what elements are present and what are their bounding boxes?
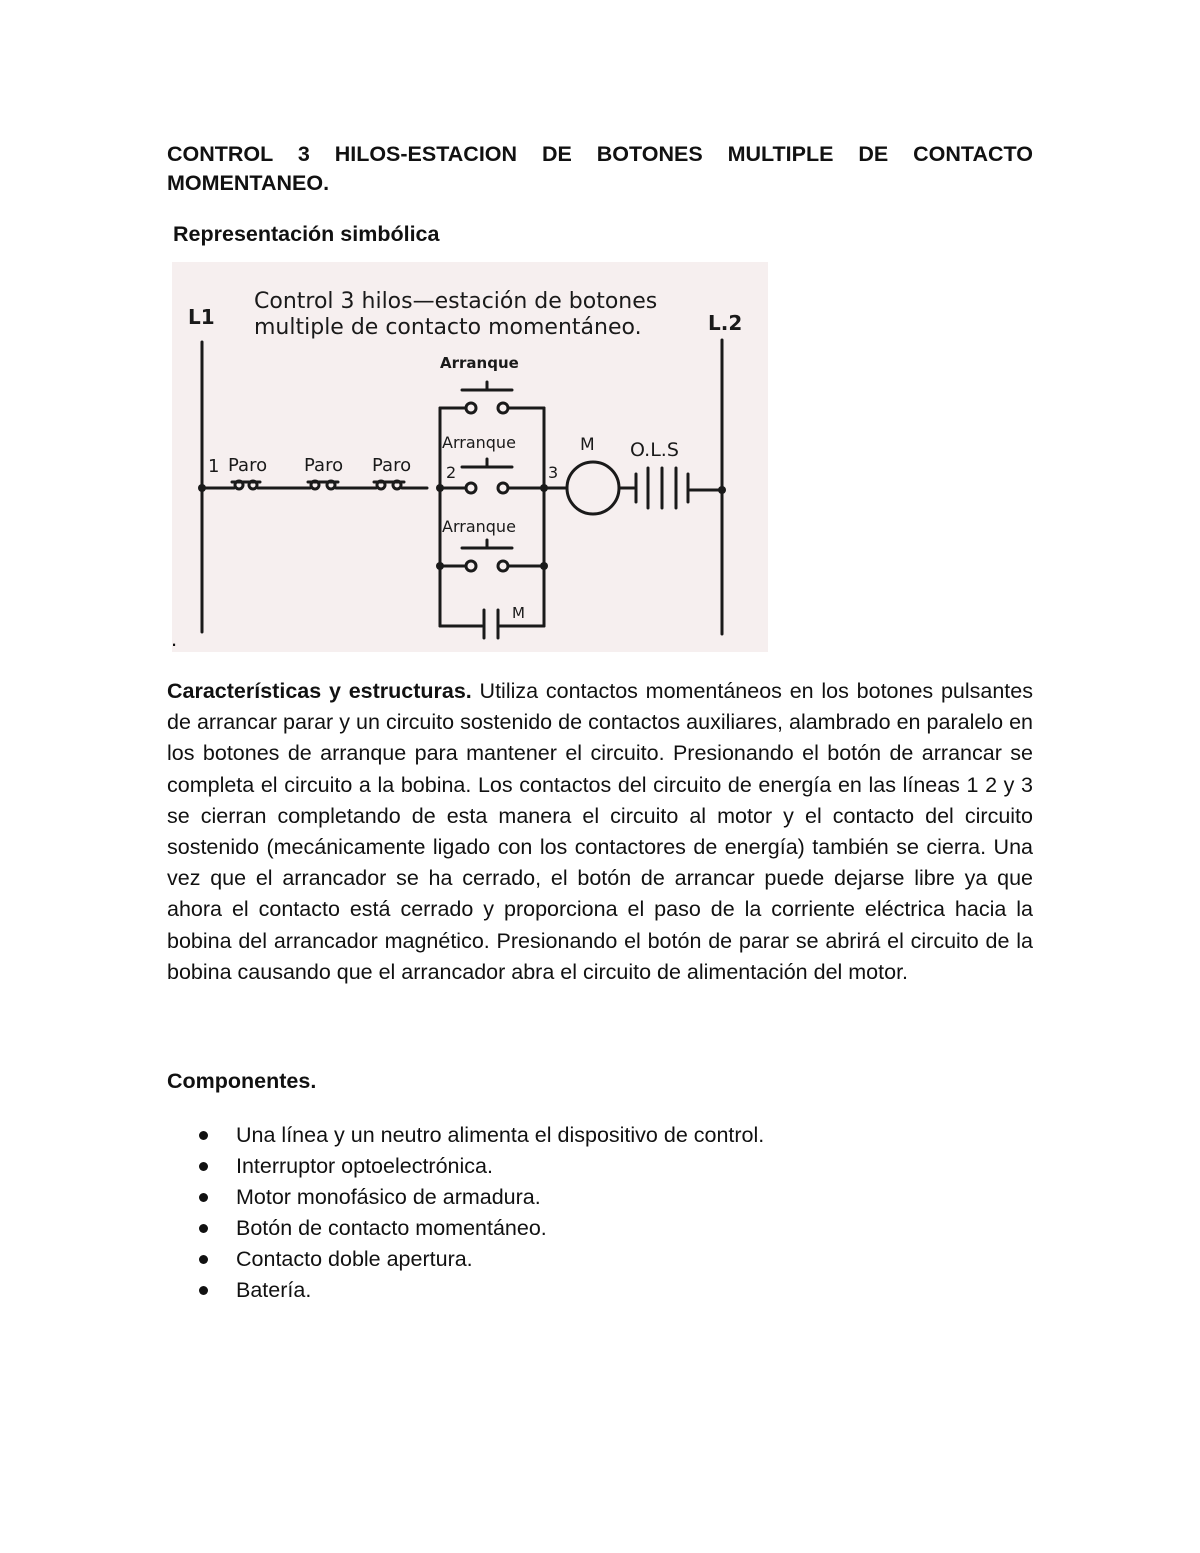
label-motor: M <box>580 435 595 455</box>
junction-dot <box>436 484 444 492</box>
bullet-icon <box>199 1255 208 1264</box>
list-item <box>195 1275 764 1306</box>
label-wire-3: 3 <box>548 463 559 482</box>
overload-contacts <box>636 468 722 508</box>
characteristics-body: Utiliza contactos momentáneos en los botones pulsantes de arrancar parar y un circuito sostenido de contactos auxiliares, alambrado en paralelo en los botones de arranque para mantener el circuito. Presionando el botón de arrancar se completa el circuito a la bobina. Los contactos del circuito de energía en las líneas 1 2 y 3 se cierran completando de esta manera el circuito al motor y el contacto del circuito sostenido (mecánicamente ligado con los contactores de energía) también se cierra. Una vez que el arrancador se ha cerrado, el botón de arrancar puede dejarse libre ya que ahora el contacto está cerrado y proporciona el paso de la corriente eléctrica hacia la bobina del arrancador magnético. Presionando el botón de parar se abrirá el circuito de la bobina causando que el arrancador abra el circuito de alimentación del motor. <box>167 679 1033 984</box>
label-ols: O.L.S <box>630 439 679 461</box>
arranque-button-3 <box>440 540 544 571</box>
paro-button-1 <box>232 481 260 489</box>
label-wire-1: 1 <box>208 456 220 477</box>
list-item-label: Contacto doble apertura. <box>236 1247 473 1271</box>
list-item-label: Motor monofásico de armadura. <box>236 1185 541 1209</box>
document-title: CONTROL 3 HILOS-ESTACION DE BOTONES MULTIPLE DE CONTACTO MOMENTANEO. <box>167 142 1033 195</box>
stray-mark: . <box>171 626 178 651</box>
diagram-title-line1: Control 3 hilos—estación de botones <box>254 289 658 314</box>
label-arranque-2: Arranque <box>442 433 516 452</box>
label-arranque-1: Arranque <box>440 354 519 372</box>
bullet-icon <box>199 1131 208 1140</box>
aux-holding-contact <box>440 610 544 638</box>
characteristics-heading: Características y estructuras. <box>167 679 472 703</box>
label-paro-1: Paro <box>228 455 268 476</box>
motor-coil <box>567 462 619 514</box>
label-l2: L.2 <box>708 311 743 335</box>
list-item <box>195 1120 764 1151</box>
junction-dot <box>540 562 548 570</box>
circuit-diagram <box>172 262 768 652</box>
components-list <box>195 1120 764 1306</box>
diagram-title-line2: multiple de contacto momentáneo. <box>254 315 642 340</box>
bullet-icon <box>199 1286 208 1295</box>
junction-dot <box>436 562 444 570</box>
label-arranque-3: Arranque <box>442 517 516 536</box>
label-paro-2: Paro <box>304 455 344 476</box>
bullet-icon <box>199 1162 208 1171</box>
components-heading: Componentes. <box>167 1069 317 1093</box>
list-item <box>195 1182 764 1213</box>
junction-dot <box>540 484 548 492</box>
label-wire-2: 2 <box>446 463 457 482</box>
characteristics-paragraph <box>167 676 1033 988</box>
circuit-diagram-svg <box>172 262 768 652</box>
list-item <box>195 1151 764 1182</box>
list-item <box>195 1244 764 1275</box>
list-item-label: Batería. <box>236 1278 312 1302</box>
junction-dot <box>718 486 726 494</box>
label-paro-3: Paro <box>372 455 412 476</box>
list-item <box>195 1213 764 1244</box>
section-subtitle: Representación simbólica <box>173 222 440 246</box>
label-l1: L1 <box>188 305 215 329</box>
list-item-label: Interruptor optoelectrónica. <box>236 1154 493 1178</box>
arranque-button-1 <box>440 382 544 413</box>
list-item-label: Botón de contacto momentáneo. <box>236 1216 547 1240</box>
paro-button-3 <box>374 481 404 489</box>
list-item-label: Una línea y un neutro alimenta el dispositivo de control. <box>236 1123 765 1147</box>
bullet-icon <box>199 1193 208 1202</box>
bullet-icon <box>199 1224 208 1233</box>
paro-button-2 <box>308 481 338 489</box>
junction-dot <box>198 484 206 492</box>
label-aux-contact: M <box>512 604 525 622</box>
